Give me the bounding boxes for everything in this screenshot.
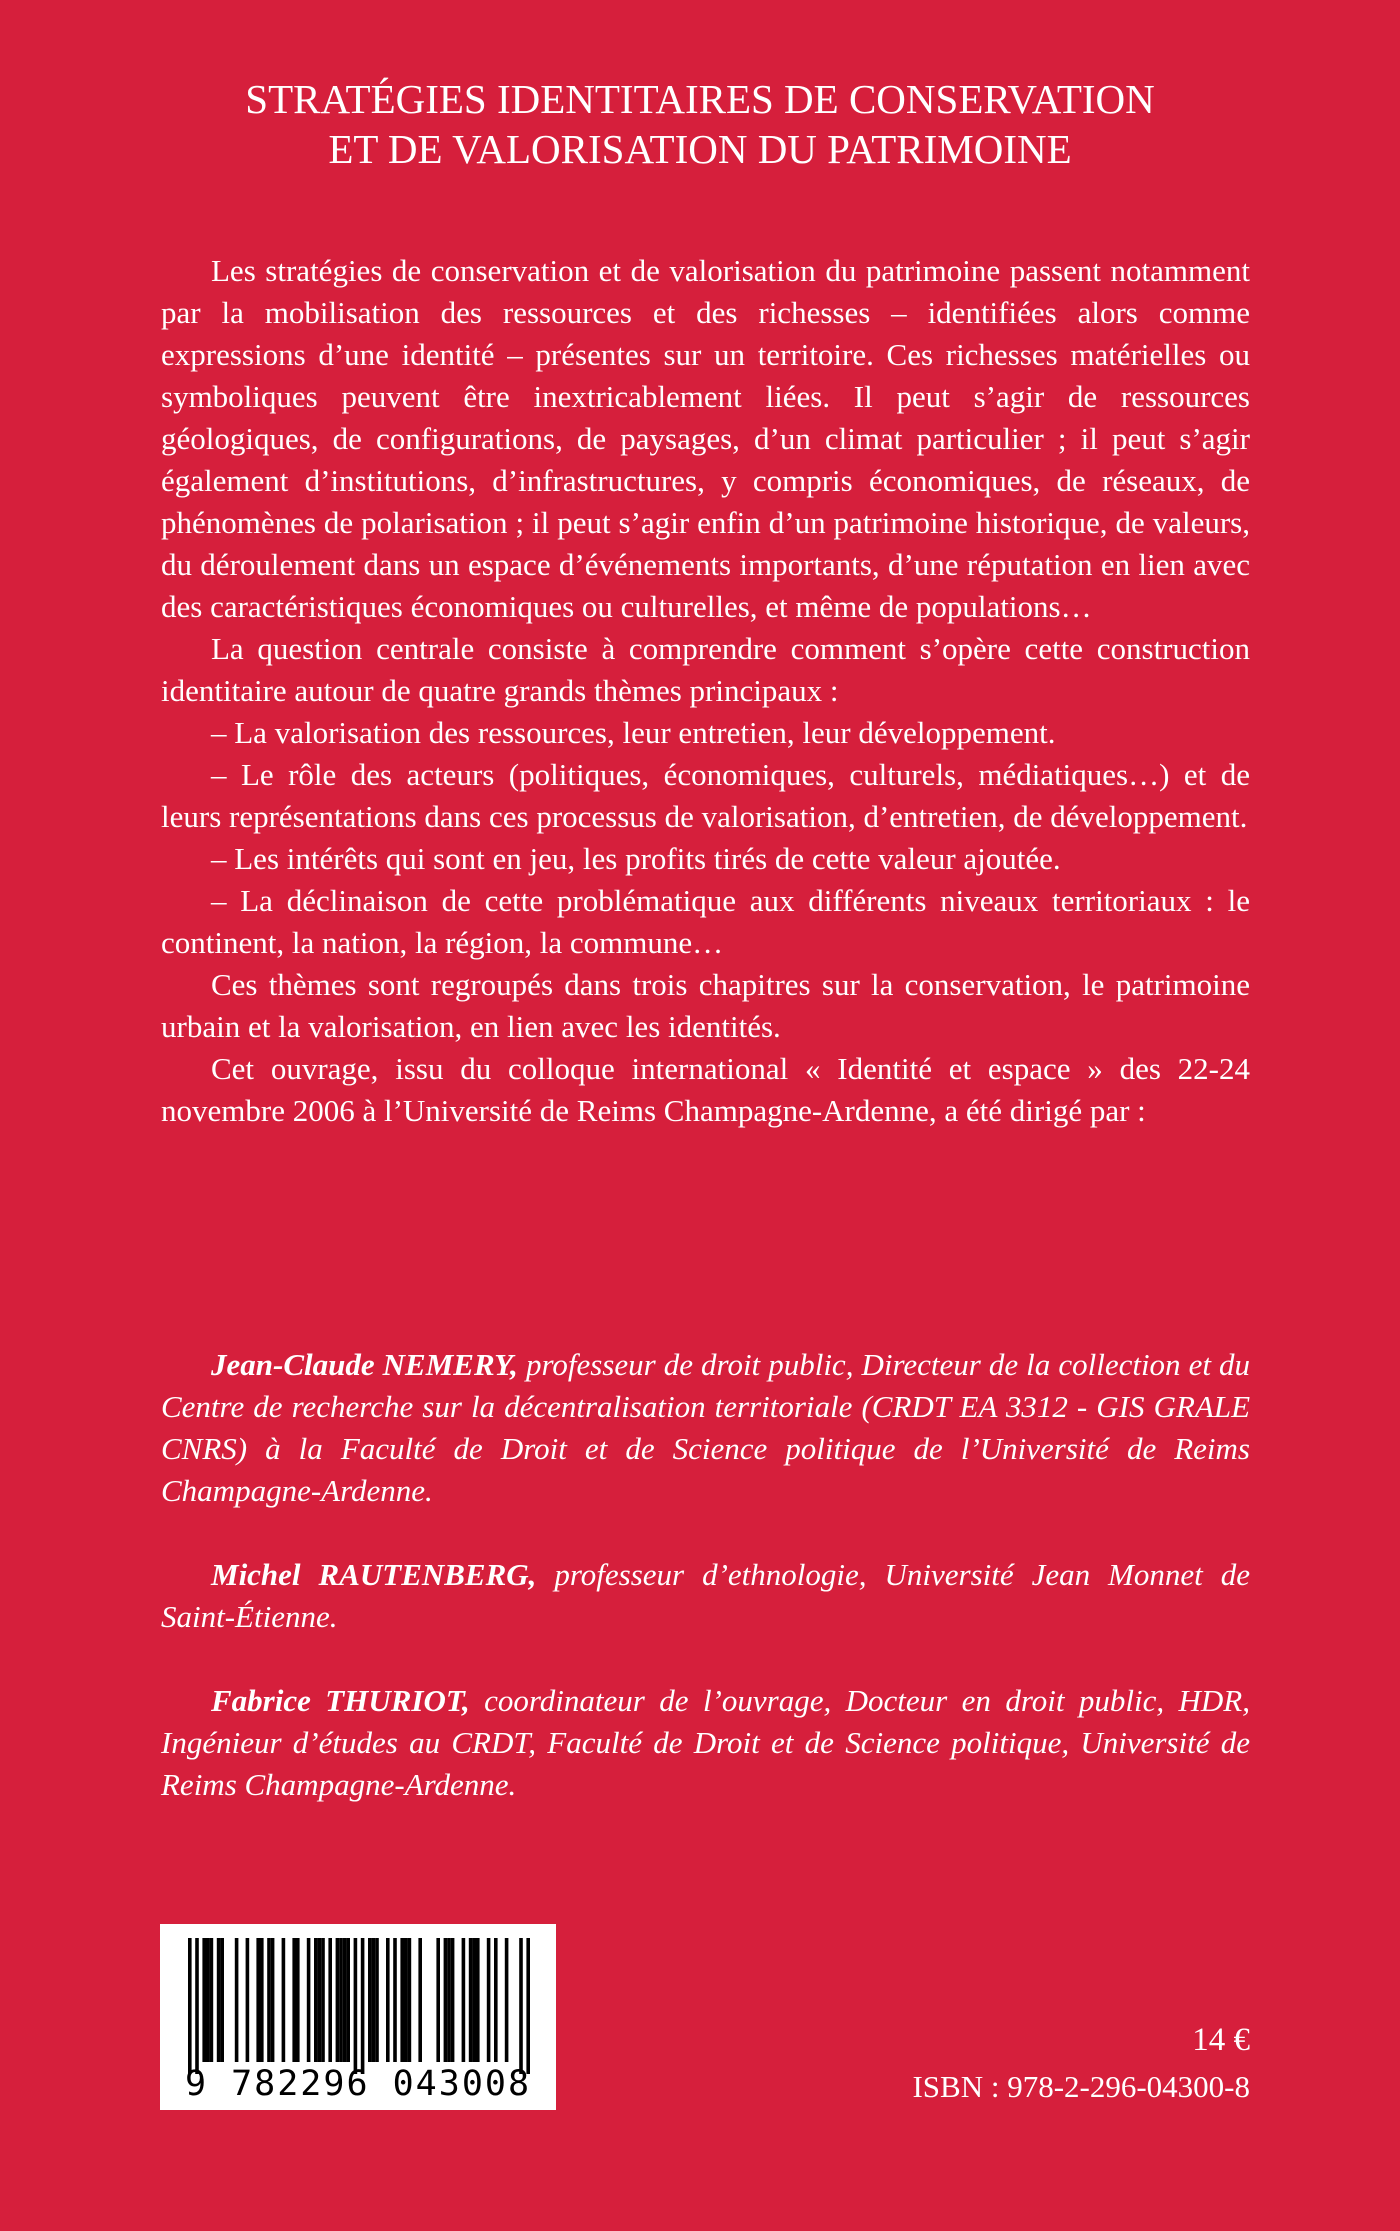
barcode-bar xyxy=(246,1938,250,2062)
barcode-bar xyxy=(393,1938,397,2062)
barcode-bar xyxy=(447,1938,451,2062)
isbn: ISBN : 978-2-296-04300-8 xyxy=(912,2069,1250,2104)
barcode-bar xyxy=(195,1938,199,2074)
editors-list xyxy=(161,1344,1250,1848)
barcode-bar xyxy=(220,1938,224,2062)
blurb-paragraph: Les stratégies de conservation et de valorisation du patrimoine passent notamment par la mobilisation des ressources et des richesses – identifiées alors comme expressions d’une identité – présentes sur un territoire. Ces richesses matérielles ou symboliques peuvent être inextricablement liées. Il peut s’agir de ressources géologiques, de configurations, de paysages, d’un climat particulier ; il peut s’agir également d’institutions, d’infrastructures, y compris économiques, de réseaux, de phénomènes de polarisation ; il peut s’agir enfin d’un patrimoine historique, de valeurs, du déroulement dans un espace d’événements importants, d’une réputation en lien avec des caractéristiques économiques ou culturelles, et même de populations… xyxy=(161,253,1250,624)
barcode-bar xyxy=(336,1938,340,2062)
barcode-bar xyxy=(328,1938,332,2062)
barcode-bar xyxy=(188,1938,192,2074)
editor-entry xyxy=(161,1344,1250,1512)
price: 14 € xyxy=(1192,2022,1250,2058)
theme-item: – Les intérêts qui sont en jeu, les profits tirés de cette valeur ajoutée. xyxy=(211,841,1061,876)
barcode-bar xyxy=(217,1938,221,2062)
barcode-bar xyxy=(476,1938,480,2062)
barcode-bar xyxy=(372,1938,376,2062)
barcode-bar xyxy=(256,1938,260,2062)
barcode-bar xyxy=(375,1938,379,2062)
barcode-bar xyxy=(404,1938,408,2062)
barcode-bar xyxy=(202,1938,206,2062)
barcode-bar xyxy=(318,1938,322,2062)
barcode-bar xyxy=(206,1938,210,2062)
blurb-paragraph: Cet ouvrage, issu du colloque international « Identité et espace » des 22-24 novembre 2006 à l’Université de Reims Champagne-Ardenne, a été dirigé par : xyxy=(161,1051,1250,1128)
barcode-bar xyxy=(271,1938,275,2062)
barcode-bar xyxy=(505,1938,509,2062)
editor-description: professeur de droit public, Directeur de la collection et du Centre de recherche sur la décentralisation territoriale (CRDT EA 3312 - GIS GRALE CNRS) à la Faculté de Droit et de Science politique de l’Université de Reims Champagne-Ardenne. xyxy=(161,1347,1251,1508)
barcode-bar xyxy=(386,1938,390,2062)
barcode-bar xyxy=(462,1938,466,2062)
barcode-bar xyxy=(354,1938,358,2074)
barcode-bar xyxy=(408,1938,412,2062)
barcode-bar xyxy=(267,1938,271,2062)
theme-item: – La déclinaison de cette problématique aux différents niveaux territoriaux : le continent, la nation, la région, la commune… xyxy=(161,883,1250,960)
barcode-bar xyxy=(418,1938,422,2062)
barcode-bar xyxy=(339,1938,343,2062)
book-title xyxy=(160,74,1240,174)
barcode-bar xyxy=(260,1938,264,2062)
book-title-line-2: ET DE VALORISATION DU PATRIMOINE xyxy=(328,126,1072,172)
barcode-bar xyxy=(469,1938,473,2062)
barcode-bar xyxy=(487,1938,491,2062)
barcode-bar xyxy=(472,1938,476,2062)
editor-name: Michel RAUTENBERG, xyxy=(211,1557,537,1592)
barcode-bar xyxy=(494,1938,498,2062)
barcode-bar xyxy=(282,1938,286,2062)
editor-name: Jean-Claude NEMERY, xyxy=(211,1347,518,1382)
barcode-bar xyxy=(368,1938,372,2062)
barcode xyxy=(160,1924,556,2110)
barcode-bar xyxy=(292,1938,296,2062)
barcode-bar xyxy=(307,1938,311,2062)
blurb-paragraph: Ces thèmes sont regroupés dans trois chapitres sur la conservation, le patrimoine urbain et la valorisation, en lien avec les identités. xyxy=(161,967,1250,1044)
theme-item: – Le rôle des acteurs (politiques, économiques, culturels, médiatiques…) et de leurs représentations dans ces processus de valorisation, d’entretien, de développement. xyxy=(161,757,1250,834)
editor-entry xyxy=(161,1554,1250,1638)
barcode-bar xyxy=(444,1938,448,2062)
barcode-bar xyxy=(436,1938,440,2062)
barcode-bar xyxy=(314,1938,318,2062)
barcode-bar xyxy=(321,1938,325,2062)
blurb-paragraph: La question centrale consiste à comprendre comment s’opère cette construction identitaire autour de quatre grands thèmes principaux : xyxy=(161,631,1250,708)
blurb xyxy=(161,250,1250,1132)
barcode-bar xyxy=(346,1938,350,2062)
editor-description: coordinateur de l’ouvrage, Docteur en droit public, HDR, Ingénieur d’études au CRDT, Faculté de Droit et de Science politique, Université de Reims Champagne-Ardenne. xyxy=(161,1683,1250,1802)
theme-item: – La valorisation des ressources, leur entretien, leur développement. xyxy=(211,715,1056,750)
barcode-bar xyxy=(343,1938,347,2062)
barcode-bar xyxy=(451,1938,455,2062)
barcode-bar xyxy=(526,1938,530,2074)
barcode-bar xyxy=(210,1938,214,2062)
editor-entry xyxy=(161,1680,1250,1806)
barcode-bar xyxy=(235,1938,239,2062)
barcode-bar xyxy=(361,1938,365,2074)
editor-name: Fabrice THURIOT, xyxy=(211,1683,470,1718)
barcode-bar xyxy=(296,1938,300,2062)
barcode-bar xyxy=(519,1938,523,2074)
barcode-digits: 9 782296 043008 xyxy=(184,2064,532,2104)
book-title-line-1: STRATÉGIES IDENTITAIRES DE CONSERVATION xyxy=(245,76,1155,122)
editor-description: professeur d’ethnologie, Université Jean Monnet de Saint-Étienne. xyxy=(161,1557,1250,1634)
barcode-bar xyxy=(400,1938,404,2062)
